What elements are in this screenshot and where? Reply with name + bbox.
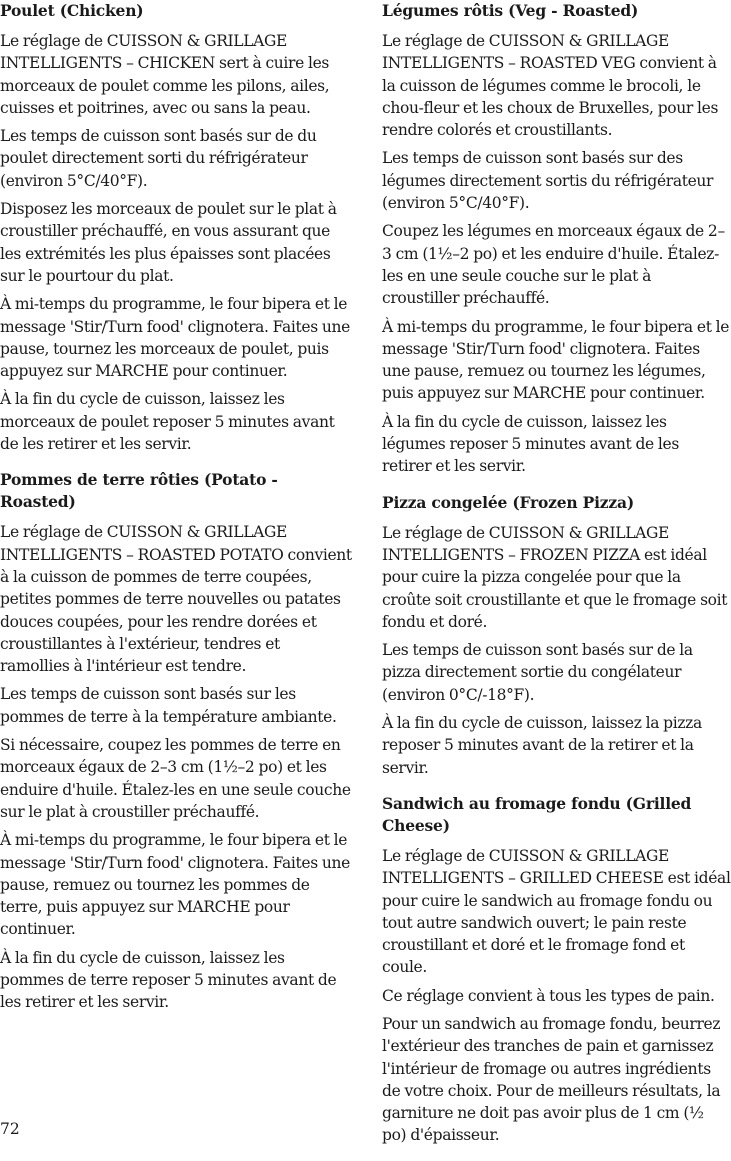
paragraph: Si nécessaire, coupez les pommes de terre en morceaux égaux de 2–3 cm (1½–2 po) et les enduire d'huile. Étalez-les en une seule couche sur le plat à croustiller préchauffé. [0, 736, 351, 821]
section-legumes-rotis-veg-roasted [382, 0, 731, 478]
section-title: Légumes rôtis (Veg - Roasted) [382, 1, 639, 20]
paragraph: Les temps de cuisson sont basés sur des légumes directement sortis du réfrigérateur (environ 5°C/40°F). [382, 149, 714, 213]
right-column [382, 0, 731, 1161]
paragraph: Les temps de cuisson sont basés sur les pommes de terre à la température ambiante. [0, 685, 337, 726]
paragraph: Les temps de cuisson sont basés sur de la pizza directement sortie du congélateur (environ 0°C/-18°F). [382, 641, 693, 704]
paragraph: Coupez les légumes en morceaux égaux de 2–3 cm (1½–2 po) et les enduire d'huile. Étalez-les en une seule couche sur le plat à croustiller préchauffé. [382, 222, 725, 308]
paragraph: Le réglage de CUISSON & GRILLAGE INTELLIGENTS – CHICKEN sert à cuire les morceaux de poulet comme les pilons, ailes, cuisses et poitrines, avec ou sans la peau. [0, 32, 330, 117]
paragraph: Le réglage de CUISSON & GRILLAGE INTELLIGENTS – FROZEN PIZZA est idéal pour cuire la pizza congelée pour que la croûte soit croustillante et que le fromage soit fondu et doré. [382, 523, 728, 631]
paragraph: Disposez les morceaux de poulet sur le plat à croustiller préchauffé, en vous assurant que les extrémités les plus épaisses sont placées sur le pourtour du plat. [0, 200, 337, 285]
paragraph: À mi-temps du programme, le four bipera et le message 'Stir/Turn food' clignotera. Faites une pause, tournez les morceaux de poulet, puis appuyez sur MARCHE pour continuer. [0, 295, 351, 381]
section-title: Sandwich au fromage fondu (Grilled Cheese) [382, 793, 692, 835]
section-title: Pizza congelée (Frozen Pizza) [382, 492, 634, 512]
page-number: 72 [0, 1120, 20, 1138]
paragraph: Pour un sandwich au fromage fondu, beurrez l'extérieur des tranches de pain et garnissez l'intérieur de fromage ou autres ingrédients de votre choix. Pour de meilleurs résultats, la garniture ne doit pas avoir plus de 1 cm (½ po) d'épaisseur. [382, 1014, 721, 1145]
paragraph: À la fin du cycle de cuisson, laissez la pizza reposer 5 minutes avant de la retirer et la servir. [382, 714, 702, 777]
paragraph: Le réglage de CUISSON & GRILLAGE INTELLIGENTS – ROASTED POTATO convient à la cuisson de pommes de terre coupées, petites pommes de terre nouvelles ou patates douces coupées, pour les rendre dorées et croustillantes à l'extérieur, tendres et ramollies à l'intérieur est tendre. [0, 523, 352, 676]
paragraph: À la fin du cycle de cuisson, laissez les légumes reposer 5 minutes avant de les retirer et les servir. [382, 412, 679, 476]
section-title: Poulet (Chicken) [0, 1, 144, 20]
section-title: Pommes de terre rôties (Potato - Roasted) [0, 470, 278, 512]
section-pommes-de-terre-roties-potato-roasted [0, 469, 352, 1013]
paragraph: Les temps de cuisson sont basés sur de du poulet directement sorti du réfrigérateur (environ 5°C/40°F). [0, 127, 317, 190]
paragraph: À la fin du cycle de cuisson, laissez les morceaux de poulet reposer 5 minutes avant de les retirer et les servir. [0, 390, 335, 454]
paragraph: À la fin du cycle de cuisson, laissez les pommes de terre reposer 5 minutes avant de les retirer et les servir. [0, 948, 337, 1012]
paragraph: À mi-temps du programme, le four bipera et le message 'Stir/Turn food' clignotera. Faites une pause, remuez ou tournez les légumes, puis appuyez sur MARCHE pour continuer. [382, 317, 730, 403]
paragraph: Le réglage de CUISSON & GRILLAGE INTELLIGENTS – GRILLED CHEESE est idéal pour cuire le sandwich au fromage fondu ou tout autre sandwich ouvert; le pain reste croustillant et doré et le fromage fond et coule. [382, 846, 731, 977]
section-sandwich-au-fromage-fondu-grilled-cheese [382, 793, 731, 1147]
paragraph: Le réglage de CUISSON & GRILLAGE INTELLIGENTS – ROASTED VEG convient à la cuisson de légumes comme le brocoli, le chou-fleur et les choux de Bruxelles, pour les rendre colorés et croustillants. [382, 32, 719, 140]
section-pizza-congelee-frozen-pizza [382, 492, 731, 779]
paragraph: À mi-temps du programme, le four bipera et le message 'Stir/Turn food' clignotera. Faites une pause, remuez ou tournez les pommes de terre, puis appuyez sur MARCHE pour continuer. [0, 831, 351, 939]
section-poulet-chicken [0, 0, 352, 455]
paragraph: Ce réglage convient à tous les types de pain. [382, 986, 715, 1005]
left-column [0, 0, 352, 1028]
